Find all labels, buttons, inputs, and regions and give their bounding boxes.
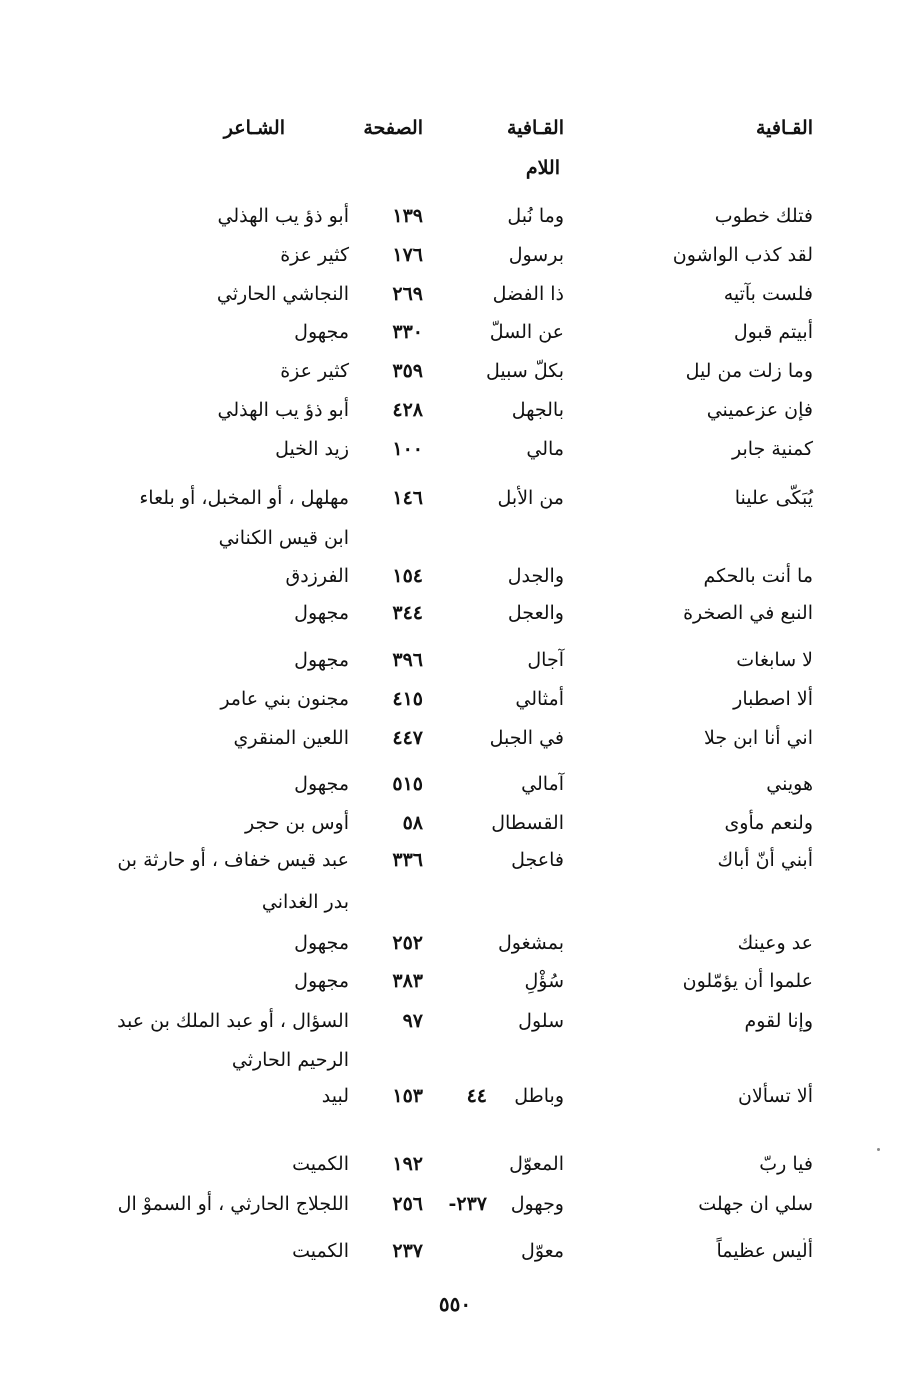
first-word: أبيتم قبول [733,321,813,343]
page-ref: ٩٧ [402,1010,423,1032]
poet-name: اللجلاج الحارثي ، أو السموْ ال [117,1193,349,1215]
first-word: فإن عزعميني [706,399,813,421]
rhyme-word: المعوّل [509,1153,564,1175]
page-ref: ٣٤٤ [392,602,423,624]
page-ref: ١٥٣ [392,1085,423,1107]
page-ref: ٢٥٦ [392,1193,423,1215]
poet-name: مجهول [294,321,349,343]
rhyme-word: برسول [508,244,564,266]
first-word: كمنية جابر [731,438,813,460]
header-rhyme: القـافية [506,117,564,139]
page-ref: ٢٣٧ [392,1240,423,1262]
poet-name: الكميت [292,1153,349,1175]
poet-name: السؤال ، أو عبد الملك بن عبد [117,1010,349,1032]
first-word: فتلك خطوب [714,205,813,227]
page-ref: ٣٣٠ [392,321,423,343]
poet-name: النجاشي الحارثي [216,283,349,305]
page-ref: ١٤٦ [392,487,423,509]
first-word: ما أنت بالحكم [703,565,813,587]
rhyme-word: سُؤْلِ [524,970,564,992]
first-word: اني أنا ابن جلا [704,727,813,749]
scan-speck [803,1238,805,1240]
poet-name-continued: بدر الغداني [261,891,349,913]
section-heading: اللام [525,157,560,179]
first-word: لا سابغات [736,649,813,671]
page-ref: ٢٥٢ [392,932,423,954]
rhyme-word: أمثالي [515,688,564,710]
poet-name: اللعين المنقري [233,727,349,749]
poet-name: مجهول [294,970,349,992]
poet-name: مجهول [294,649,349,671]
rhyme-word: والعجل [507,602,564,624]
page-ref: ٣٥٩ [392,360,423,382]
first-word: ألا تسألان [738,1085,813,1107]
first-word: سلي ان جهلت [698,1193,813,1215]
extra-page-ref: ٤٤ [466,1085,487,1107]
rhyme-word: والجدل [507,565,564,587]
scan-speck [877,1148,880,1151]
poet-name: أوس بن حجر [245,812,349,834]
first-word: وما زلت من ليل [685,360,813,382]
page-ref: ٢٦٩ [392,283,423,305]
page-ref: ٤٤٧ [392,727,423,749]
rhyme-word: عن السلّ [489,321,564,343]
poet-name: الكميت [292,1240,349,1262]
header-rhyme-first: القـافية [755,117,813,139]
poet-name: مجهول [294,773,349,795]
poet-name: كثير عزة [280,244,349,266]
rhyme-word: بمشغول [497,932,564,954]
poet-name: عبد قيس خفاف ، أو حارثة بن [117,849,349,871]
page-ref: ١٩٢ [392,1153,423,1175]
rhyme-word: مالي [526,438,564,460]
poet-name: أبو ذؤ يب الهذلي [217,205,349,227]
first-word: عد وعينك [737,932,813,954]
header-poet: الشـاعر [223,117,285,139]
poet-name: الفرزدق [285,565,349,587]
header-page: الصفحة [363,117,423,139]
page-ref: ١٧٦ [392,244,423,266]
page-ref: ٣٣٦ [392,849,423,871]
poet-name: أبو ذؤ يب الهذلي [217,399,349,421]
page-ref: ٤٢٨ [392,399,423,421]
poet-name-continued: ابن قيس الكناني [218,527,349,549]
first-word: أبني أنّ أباك [717,849,813,871]
rhyme-word: بكلّ سبيل [486,360,564,382]
rhyme-word: آجال [527,649,564,671]
first-word: وإنا لقوم [744,1010,813,1032]
poet-name: مهلهل ، أو المخبل، أو بلعاء [139,487,349,509]
rhyme-word: في الجبل [489,727,564,749]
first-word: النبع في الصخرة [683,602,813,624]
page-ref: ٥١٥ [392,773,423,795]
first-word: فلست بآتيه [723,283,813,305]
first-word: أليس عظيماً [716,1240,813,1262]
first-word: لقد كذب الواشون [672,244,813,266]
first-word: يُبَكّى علينا [734,487,813,509]
poet-name-continued: الرحيم الحارثي [231,1049,349,1071]
rhyme-word: معوّل [521,1240,564,1262]
poet-name: مجنون بني عامر [220,688,349,710]
first-word: هويني [766,773,813,795]
rhyme-word: وجهول [510,1193,564,1215]
page-ref: ٥٨ [402,812,423,834]
poet-name: لبيد [321,1085,349,1107]
rhyme-word: بالجهل [511,399,564,421]
page-ref: ٤١٥ [392,688,423,710]
first-word: فيا ربّ [759,1153,813,1175]
page-ref: ٣٨٣ [392,970,423,992]
page-number: ٥٥٠ [438,1292,472,1316]
page-ref: ١٠٠ [392,438,423,460]
rhyme-word: ذا الفضل [492,283,564,305]
poet-name: مجهول [294,602,349,624]
poet-name: زيد الخيل [275,438,349,460]
rhyme-word: آمالي [521,773,564,795]
extra-page-ref: ٢٣٧- [448,1193,487,1215]
page-ref: ٣٩٦ [392,649,423,671]
poet-name: كثير عزة [280,360,349,382]
rhyme-word: القسطال [491,812,564,834]
page-ref: ١٥٤ [392,565,423,587]
rhyme-word: فاعجل [511,849,564,871]
rhyme-word: وباطل [514,1085,564,1107]
rhyme-word: وما نُبل [507,205,564,227]
poet-name: مجهول [294,932,349,954]
page-ref: ١٣٩ [392,205,423,227]
rhyme-word: من الأبل [497,487,564,509]
first-word: علموا أن يؤمّلون [682,970,813,992]
rhyme-word: سلول [518,1010,564,1032]
first-word: ألا اصطبار [733,688,813,710]
first-word: ولنعم مأوى [724,812,813,834]
